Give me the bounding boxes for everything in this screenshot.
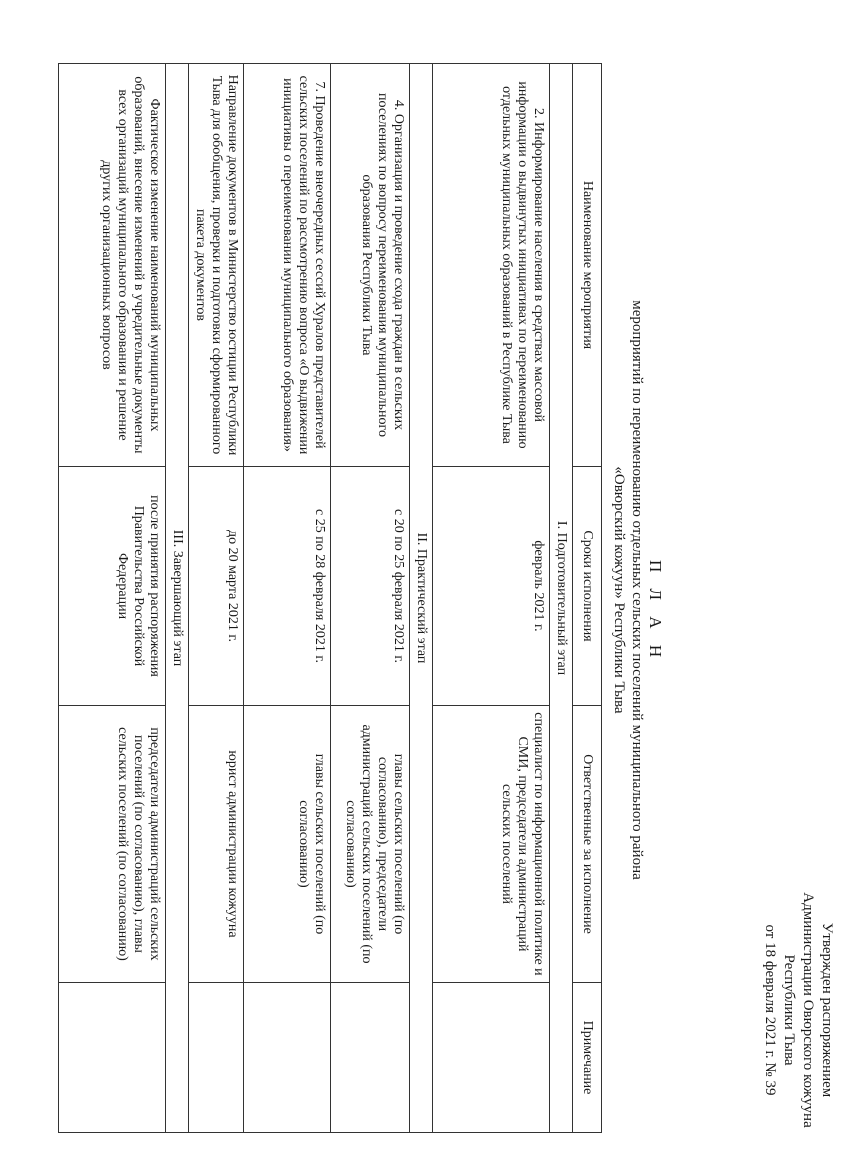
row-term: с 25 по 28 февраля 2021 г. — [244, 467, 331, 706]
stage-row — [550, 64, 573, 1133]
plan-table — [58, 63, 602, 1133]
stage-row — [410, 64, 433, 1133]
stage-title: III. Завершающий этап — [166, 64, 189, 1133]
row-name: 7. Проведение внеочередных сессий Хуралов представителей сельских поселений по рассмотрению вопроса «О выдвижении инициативы о переименовании муниципального образования» — [244, 64, 331, 467]
plan-title: П Л А Н — [646, 560, 665, 664]
row-responsible: председатели администраций сельских поселений (по согласованию), главы сельских поселений (по согласованию) — [59, 706, 166, 983]
plan-subtitle-line: мероприятий по переименованию отдельных сельских поселений муниципального района — [629, 300, 645, 880]
row-note — [189, 983, 244, 1133]
row-term: после принятия распоряжения Правительства Российской Федерации — [59, 467, 166, 706]
table-row — [59, 64, 166, 1133]
plan-subtitle — [610, 230, 646, 950]
row-note — [331, 983, 410, 1133]
header-responsible: Ответственные за исполнение — [573, 706, 602, 983]
row-note — [59, 983, 166, 1133]
table-row — [189, 64, 244, 1133]
row-name: 4. Организация и проведение схода граждан в сельских поселениях по вопросу переименования муниципального образования Республики Тыва — [331, 64, 410, 467]
header-term: Сроки исполнения — [573, 467, 602, 706]
row-responsible: главы сельских поселений (по согласованию) — [244, 706, 331, 983]
table-row — [433, 64, 550, 1133]
stage-title: II. Практический этап — [410, 64, 433, 1133]
row-responsible: специалист по информационной политике и СМИ, председатели администраций сельских поселений — [433, 706, 550, 983]
row-note — [433, 983, 550, 1133]
approval-line: Республики Тыва — [781, 954, 797, 1066]
approval-line: Администрации Овюрского кожууна — [800, 892, 816, 1128]
row-name: Фактическое изменение наименований муниципальных образований, внесение изменений в учредительные документы всех организаций муниципального образования и решение других организационных вопросов — [59, 64, 166, 467]
row-term: с 20 по 25 февраля 2021 г. — [331, 467, 410, 706]
table-row — [331, 64, 410, 1133]
row-responsible: главы сельских поселений (по согласованию), председатели администраций сельских поселений (по согласованию) — [331, 706, 410, 983]
header-note: Примечание — [573, 983, 602, 1133]
header-name: Наименование мероприятия — [573, 64, 602, 467]
row-term: до 20 марта 2021 г. — [189, 467, 244, 706]
approval-line: Утвержден распоряжением — [819, 922, 835, 1098]
row-term: февраль 2021 г. — [433, 467, 550, 706]
table-row — [244, 64, 331, 1133]
plan-subtitle-line: «Овюрский кожуун» Республики Тыва — [611, 466, 627, 714]
approval-line: от 18 февраля 2021 г. № 39 — [762, 924, 778, 1096]
stage-title: I. Подготовительный этап — [550, 64, 573, 1133]
row-name: 2. Информирование населения в средствах массовой информации о выдвинутых инициативах по переименованию отдельных муниципальных образований в Республике Тыва — [433, 64, 550, 467]
approval-stamp — [760, 860, 836, 1160]
row-note — [244, 983, 331, 1133]
table-header-row — [573, 64, 602, 1133]
stage-row — [166, 64, 189, 1133]
row-name: Направление документов в Министерство юстиции Республики Тыва для обобщения, проверки и подготовки сформированного пакета документов — [189, 64, 244, 467]
row-responsible: юрист администрации кожууна — [189, 706, 244, 983]
